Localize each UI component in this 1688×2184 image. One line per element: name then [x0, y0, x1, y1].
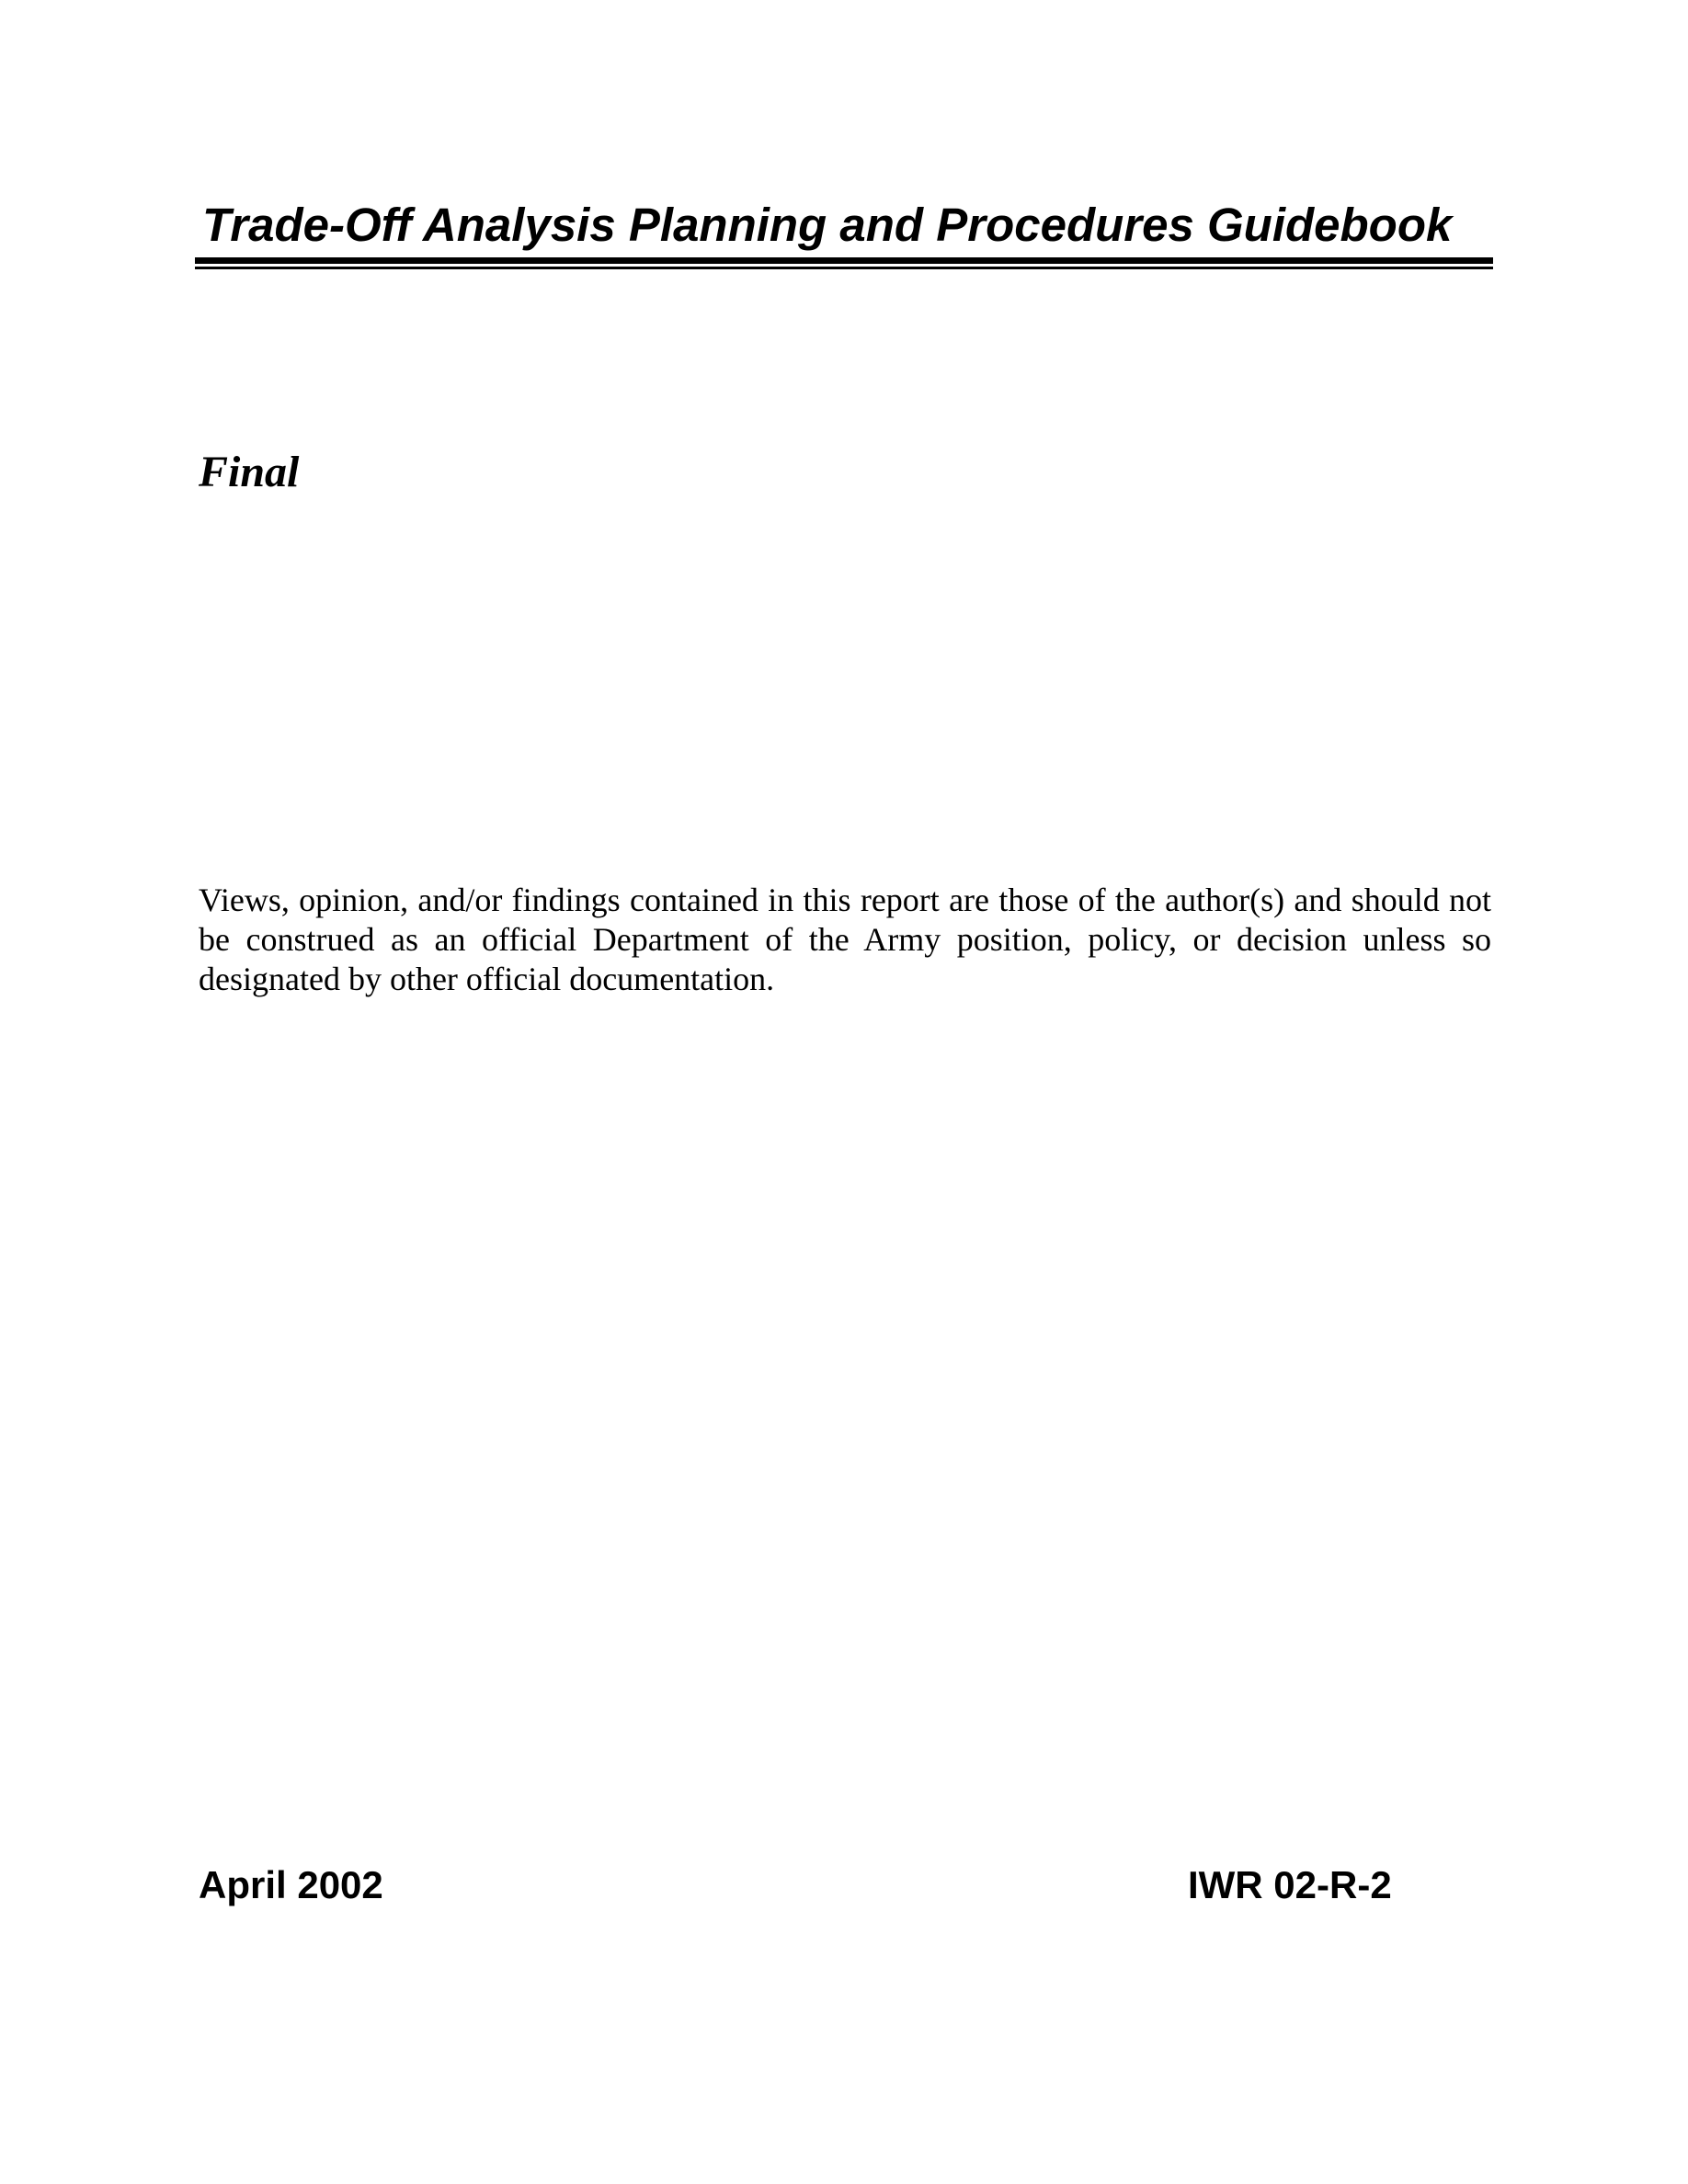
document-title: Trade-Off Analysis Planning and Procedures Guidebook	[202, 199, 1453, 251]
disclaimer-paragraph: Views, opinion, and/or findings contained in this report are those of the author(s) and should not be construed as an official Department of the Army position, policy, or decision unless so designated by other official documentation.	[199, 882, 1491, 997]
report-number: IWR 02-R-2	[1188, 1863, 1392, 1906]
document-status: Final	[199, 448, 300, 496]
publication-date: April 2002	[199, 1863, 383, 1906]
title-rule-thick-line	[195, 257, 1493, 264]
title-rule-thin-line	[195, 267, 1493, 269]
title-double-rule	[195, 257, 1493, 269]
